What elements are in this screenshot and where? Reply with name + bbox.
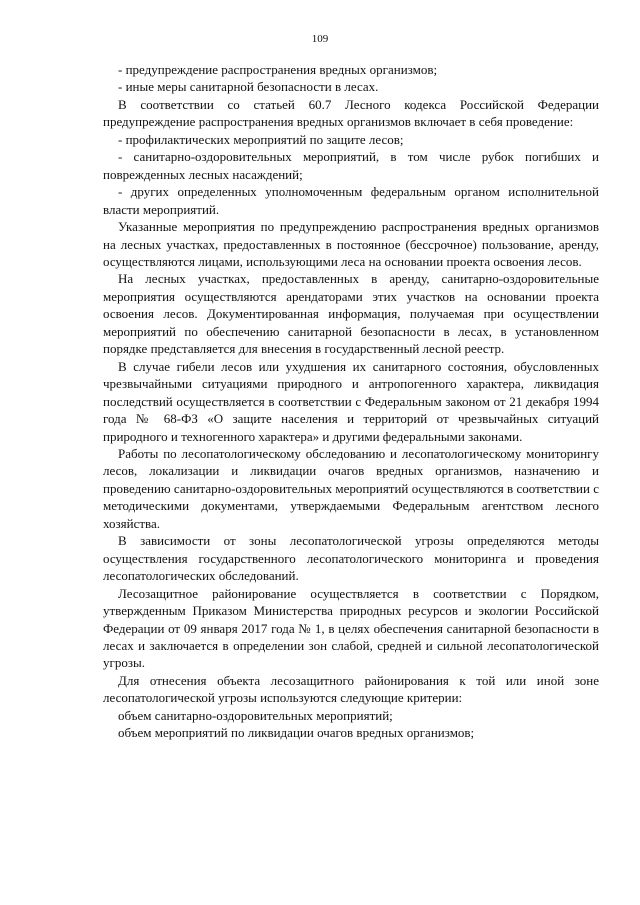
paragraph-9: В случае гибели лесов или ухудшения их санитарного состояния, обусловленных чрезвычайными ситуациями природного и антропогенного характера, ликвидация последствий осуществляется в соответствии с Федеральным законом от 21 декабря 1994 года № 68-ФЗ «О защите населения и территорий от чрезвычайных ситуаций природного и техногенного характера» и другими федеральными законами. [103, 358, 599, 444]
paragraph-15: объем мероприятий по ликвидации очагов вредных организмов; [118, 725, 475, 741]
paragraph-2: - иные меры санитарной безопасности в лесах. [118, 79, 379, 95]
paragraph-12: Лесозащитное районирование осуществляется в соответствии с Порядком, утвержденным Приказом Министерства природных ресурсов и экологии Российской Федерации от 09 января 2017 года № 1, в целях обеспечения санитарной безопасности в лесах и заключается в определении зон слабой, средней и сильной лесопатологической угрозы. [103, 585, 599, 671]
document-body [103, 61, 599, 742]
paragraph-13: Для отнесения объекта лесозащитного районирования к той или иной зоне лесопатологической угрозы используются следующие критерии: [103, 672, 599, 706]
paragraph-3: В соответствии со статьей 60.7 Лесного кодекса Российской Федерации предупреждение распространения вредных организмов включает в себя проведение: [103, 96, 599, 130]
paragraph-8: На лесных участках, предоставленных в аренду, санитарно-оздоровительные мероприятия осуществляются арендаторами этих участков на основании проекта освоения лесов. Документированная информация, получаемая при осуществлении мероприятий по обеспечению санитарной безопасности в лесах, в установленном порядке представляется для внесения в государственный лесной реестр. [103, 271, 599, 357]
paragraph-14: объем санитарно-оздоровительных мероприятий; [118, 707, 393, 723]
paragraph-6: - других определенных уполномоченным федеральным органом исполнительной власти мероприятий. [103, 184, 599, 217]
page-number: 109 [311, 33, 329, 45]
paragraph-5: - санитарно-оздоровительных мероприятий, в том числе рубок погибших и поврежденных лесных насаждений; [103, 149, 599, 182]
paragraph-4: - профилактических мероприятий по защите лесов; [118, 131, 404, 147]
paragraph-1: - предупреждение распространения вредных организмов; [118, 62, 438, 77]
paragraph-7: Указанные мероприятия по предупреждению распространения вредных организмов на лесных участках, предоставленных в постоянное (бессрочное) пользование, аренду, осуществляются лицами, использующими леса на основании проекта освоения лесов. [103, 219, 599, 269]
paragraph-10: Работы по лесопатологическому обследованию и лесопатологическому мониторингу лесов, локализации и ликвидации очагов вредных организмов, назначению и проведению санитарно-оздоровительных мероприятий осуществляются в соответствии с методическими документами, утверждаемыми Федеральным агентством лесного хозяйства. [103, 445, 599, 531]
paragraph-11: В зависимости от зоны лесопатологической угрозы определяются методы осуществления государственного лесопатологического мониторинга и проведения лесопатологических обследований. [103, 533, 599, 584]
